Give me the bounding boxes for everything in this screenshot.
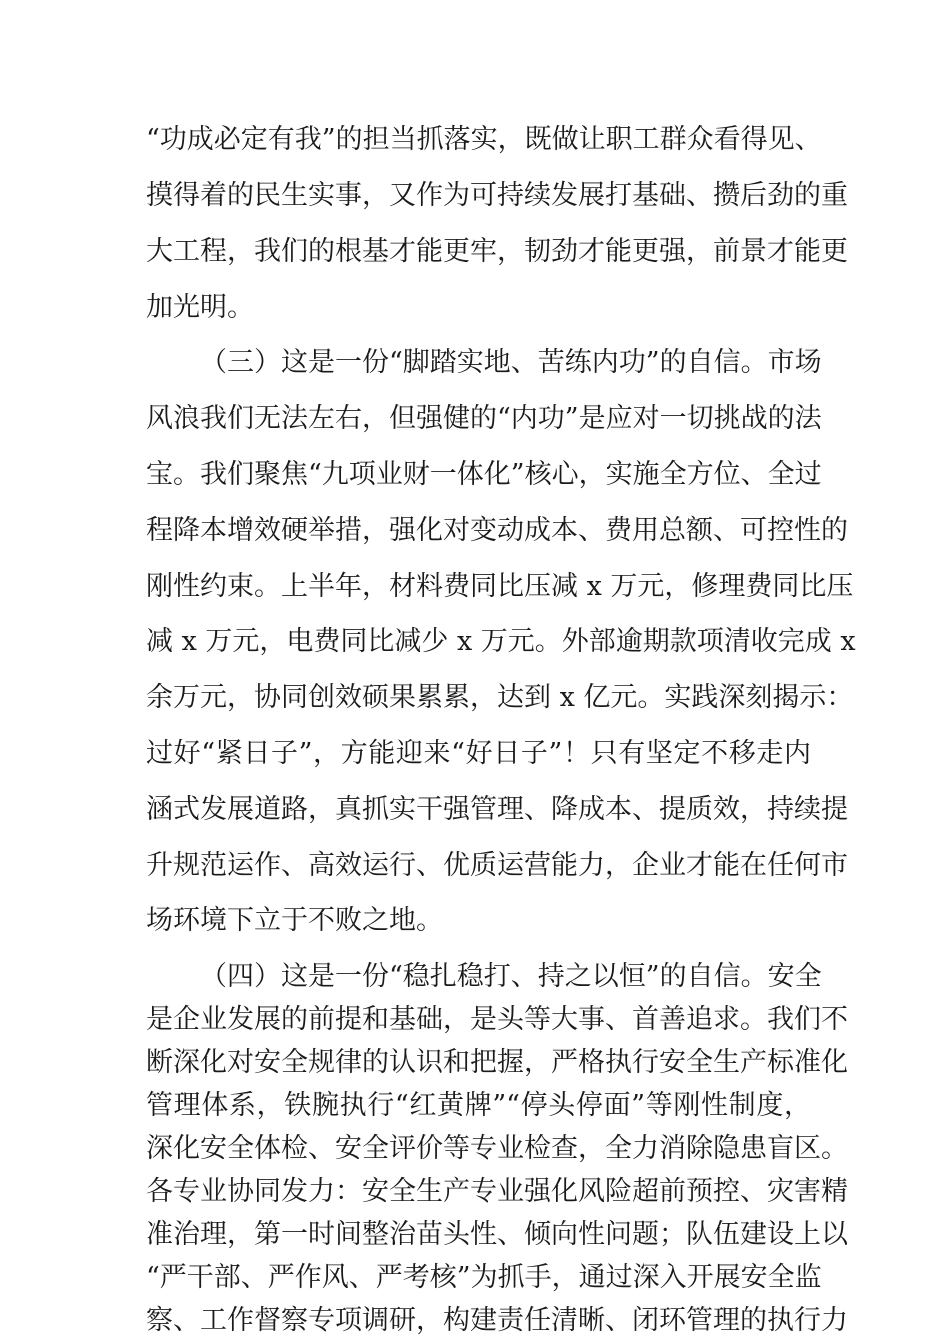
paragraph-2-line-11: 场环境下立于不败之地。 [146,905,443,936]
paragraph-2-line-8: 过好“紧日子”，方能迎来“好日子”！只有坚定不移走内 [146,738,811,769]
paragraph-2-line-2: 风浪我们无法左右，但强健的“内功”是应对一切挑战的法 [146,403,822,434]
paragraph-1-line-2: 摸得着的民生实事，又作为可持续发展打基础、攒后劲的重 [146,180,848,211]
paragraph-2-line-9: 涵式发展道路，真抓实干强管理、降成本、提质效，持续提 [146,794,848,825]
paragraph-1-line-1: “功成必定有我”的担当抓落实，既做让职工群众看得见、 [146,124,822,155]
paragraph-3-line-3: 断深化对安全规律的认识和把握，严格执行安全生产标准化 [146,1047,848,1078]
paragraph-1-line-4: 加光明。 [146,292,254,323]
paragraph-2-line-4: 程降本增效硬举措，强化对变动成本、费用总额、可控性的 [146,515,848,546]
paragraph-3-line-5: 深化安全体检、安全评价等专业检查，全力消除隐患盲区。 [146,1133,848,1164]
paragraph-3-line-2: 是企业发展的前提和基础，是头等大事、首善追求。我们不 [146,1004,848,1035]
paragraph-1-line-3: 大工程，我们的根基才能更牢，韧劲才能更强，前景才能更 [146,236,848,267]
paragraph-3-line-7: 准治理，第一时间整治苗头性、倾向性问题；队伍建设上以 [146,1219,848,1250]
paragraph-2-line-6: 减 x 万元，电费同比减少 x 万元。外部逾期款项清收完成 x [146,626,856,657]
paragraph-3-line-4: 管理体系，铁腕执行“红黄牌”“停头停面”等刚性制度， [146,1090,811,1121]
paragraph-3-line-9: 察、工作督察专项调研，构建责任清晰、闭环管理的执行力 [146,1305,848,1336]
paragraph-2-line-7: 余万元，协同创效硕果累累，达到 x 亿元。实践深刻揭示： [146,682,854,713]
paragraph-3-line-6: 各专业协同发力：安全生产专业强化风险超前预控、灾害精 [146,1176,848,1207]
paragraph-2-line-5: 刚性约束。上半年，材料费同比压减 x 万元，修理费同比压 [146,571,854,602]
paragraph-2-line-1: （三）这是一份“脚踏实地、苦练内功”的自信。市场 [200,347,822,378]
paragraph-3-line-8: “严干部、严作风、严考核”为抓手，通过深入开展安全监 [146,1262,822,1293]
paragraph-2-line-10: 升规范运作、高效运行、优质运营能力，企业才能在任何市 [146,850,848,881]
paragraph-3-line-1: （四）这是一份“稳扎稳打、持之以恒”的自信。安全 [200,961,822,992]
paragraph-2-line-3: 宝。我们聚焦“九项业财一体化”核心，实施全方位、全过 [146,459,822,490]
